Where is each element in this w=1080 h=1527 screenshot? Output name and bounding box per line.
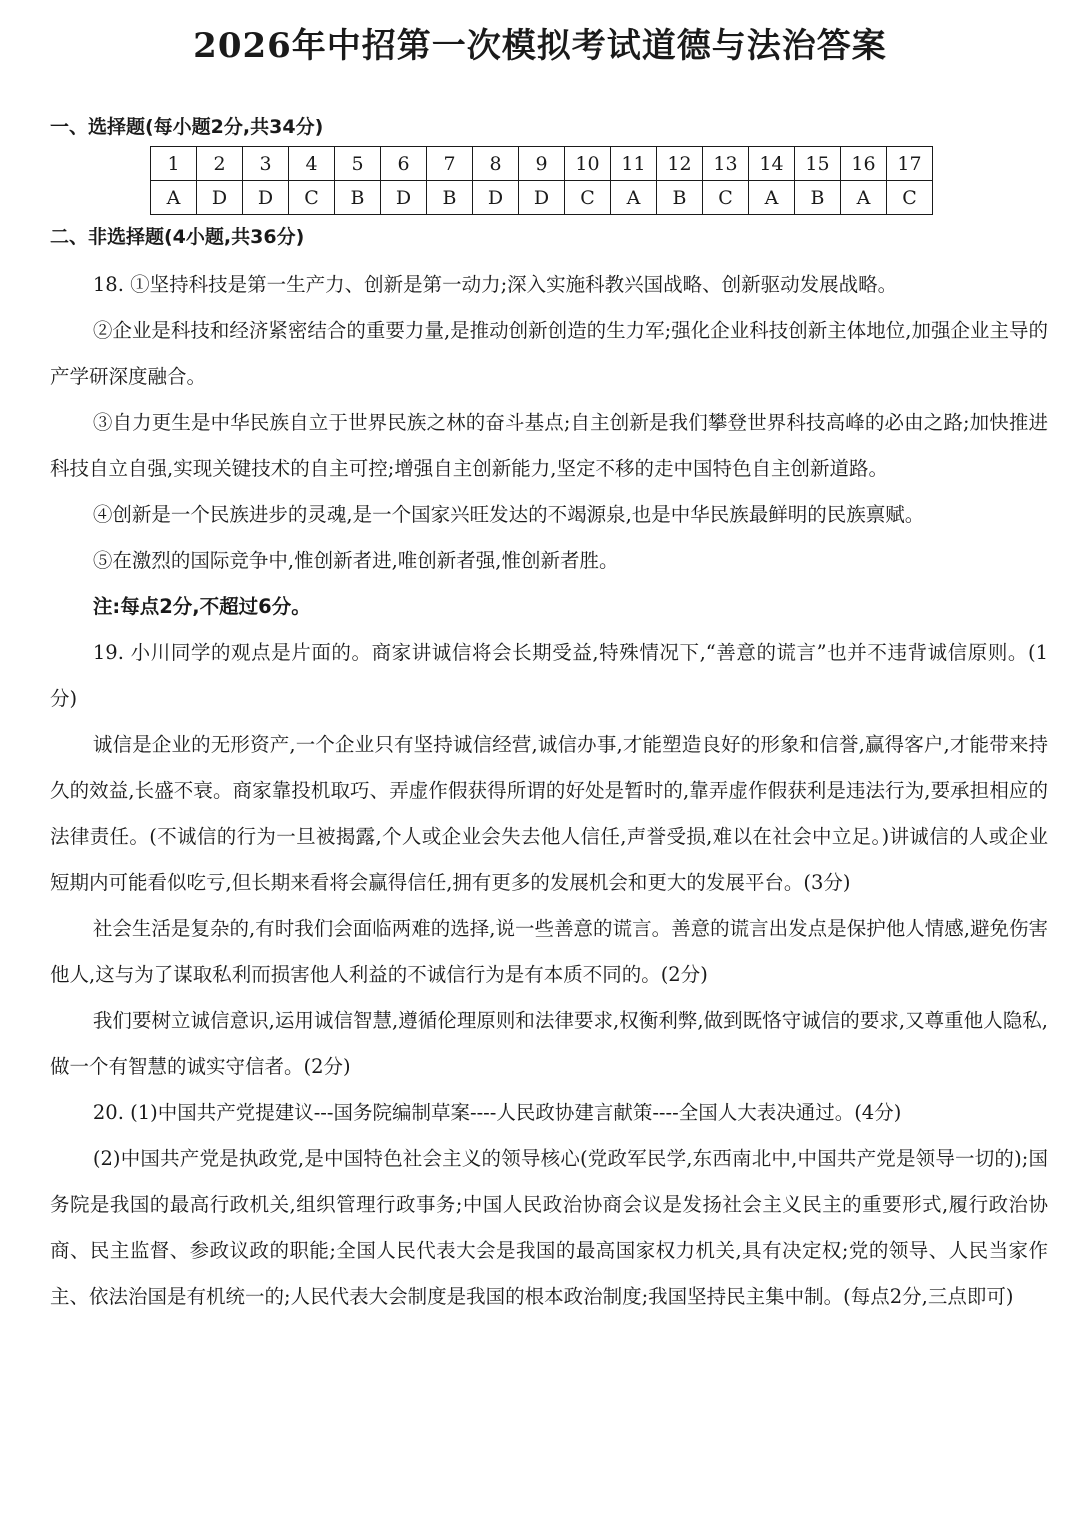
answer-cell: A bbox=[611, 181, 657, 215]
question-number: 9 bbox=[519, 147, 565, 181]
section-heading-non-choice: 二、非选择题(4小题,共36分) bbox=[50, 226, 305, 248]
question-number: 7 bbox=[427, 147, 473, 181]
section-heading-choice: 一、选择题(每小题2分,共34分) bbox=[50, 116, 324, 138]
answer-cell: C bbox=[887, 181, 933, 215]
question-number-row bbox=[151, 147, 933, 181]
question-number: 3 bbox=[243, 147, 289, 181]
question-number: 13 bbox=[703, 147, 749, 181]
answer-paragraph: ②企业是科技和经济紧密结合的重要力量,是推动创新创造的生力军;强化企业科技创新主体地位,加强企业主导的产学研深度融合。 bbox=[50, 319, 1048, 388]
question-number: 11 bbox=[611, 147, 657, 181]
question-number: 16 bbox=[841, 147, 887, 181]
answer-cell: A bbox=[151, 181, 197, 215]
answer-cell: D bbox=[243, 181, 289, 215]
answer-table bbox=[150, 146, 933, 215]
answer-paragraph: 诚信是企业的无形资产,一个企业只有坚持诚信经营,诚信办事,才能塑造良好的形象和信誉,赢得客户,才能带来持久的效益,长盛不衰。商家靠投机取巧、弄虚作假获得所谓的好处是暂时的,靠弄虚作假获利是违法行为,要承担相应的法律责任。(不诚信的行为一旦被揭露,个人或企业会失去他人信任,声誉受损,难以在社会中立足。)讲诚信的人或企业短期内可能看似吃亏,但长期来看将会赢得信任,拥有更多的发展机会和更大的发展平台。(3分) bbox=[50, 733, 1048, 894]
answer-paragraph: 20. (1)中国共产党提建议---国务院编制草案----人民政协建言献策----全国人大表决通过。(4分) bbox=[92, 1101, 902, 1124]
question-number: 14 bbox=[749, 147, 795, 181]
answer-paragraph: ③自力更生是中华民族自立于世界民族之林的奋斗基点;自主创新是我们攀登世界科技高峰的必由之路;加快推进科技自立自强,实现关键技术的自主可控;增强自主创新能力,坚定不移的走中国特色自主创新道路。 bbox=[50, 411, 1048, 480]
answer-cell: C bbox=[289, 181, 335, 215]
answer-cell: D bbox=[473, 181, 519, 215]
answer-cell: A bbox=[841, 181, 887, 215]
answer-cell: B bbox=[427, 181, 473, 215]
answer-paragraph: 19. 小川同学的观点是片面的。商家讲诚信将会长期受益,特殊情况下,“善意的谎言”也并不违背诚信原则。(1分) bbox=[50, 641, 1048, 710]
answer-paragraph: 18. ①坚持科技是第一生产力、创新是第一动力;深入实施科教兴国战略、创新驱动发展战略。 bbox=[92, 273, 898, 296]
answer-paragraph: ⑤在激烈的国际竞争中,惟创新者进,唯创新者强,惟创新者胜。 bbox=[92, 549, 619, 572]
question-number: 1 bbox=[151, 147, 197, 181]
question-number: 10 bbox=[565, 147, 611, 181]
answer-cell: A bbox=[749, 181, 795, 215]
question-number: 6 bbox=[381, 147, 427, 181]
page-title: 2026年中招第一次模拟考试道德与法治答案 bbox=[193, 26, 887, 66]
answer-cell: C bbox=[703, 181, 749, 215]
answer-cell: B bbox=[795, 181, 841, 215]
answer-paragraph: (2)中国共产党是执政党,是中国特色社会主义的领导核心(党政军民学,东西南北中,中国共产党是领导一切的);国务院是我国的最高行政机关,组织管理行政事务;中国人民政治协商会议是发扬社会主义民主的重要形式,履行政治协商、民主监督、参政议政的职能;全国人民代表大会是我国的最高国家权力机关,具有决定权;党的领导、人民当家作主、依法治国是有机统一的;人民代表大会制度是我国的根本政治制度;我国坚持民主集中制。(每点2分,三点即可) bbox=[50, 1147, 1048, 1308]
answer-cell: D bbox=[519, 181, 565, 215]
answer-cell: D bbox=[381, 181, 427, 215]
answer-cell: D bbox=[197, 181, 243, 215]
answer-paragraph: ④创新是一个民族进步的灵魂,是一个国家兴旺发达的不竭源泉,也是中华民族最鲜明的民族禀赋。 bbox=[92, 503, 925, 526]
question-number: 8 bbox=[473, 147, 519, 181]
answer-row bbox=[151, 181, 933, 215]
question-number: 2 bbox=[197, 147, 243, 181]
answer-body bbox=[50, 262, 1048, 1320]
answer-paragraph: 社会生活是复杂的,有时我们会面临两难的选择,说一些善意的谎言。善意的谎言出发点是保护他人情感,避免伤害他人,这与为了谋取私利而损害他人利益的不诚信行为是有本质不同的。(2分) bbox=[50, 917, 1048, 986]
answer-cell: B bbox=[335, 181, 381, 215]
answer-cell: C bbox=[565, 181, 611, 215]
answer-cell: B bbox=[657, 181, 703, 215]
question-number: 4 bbox=[289, 147, 335, 181]
question-number: 15 bbox=[795, 147, 841, 181]
question-number: 17 bbox=[887, 147, 933, 181]
question-number: 12 bbox=[657, 147, 703, 181]
question-number: 5 bbox=[335, 147, 381, 181]
scoring-note: 注:每点2分,不超过6分。 bbox=[92, 595, 311, 618]
answer-paragraph: 我们要树立诚信意识,运用诚信智慧,遵循伦理原则和法律要求,权衡利弊,做到既恪守诚信的要求,又尊重他人隐私,做一个有智慧的诚实守信者。(2分) bbox=[50, 1009, 1048, 1078]
